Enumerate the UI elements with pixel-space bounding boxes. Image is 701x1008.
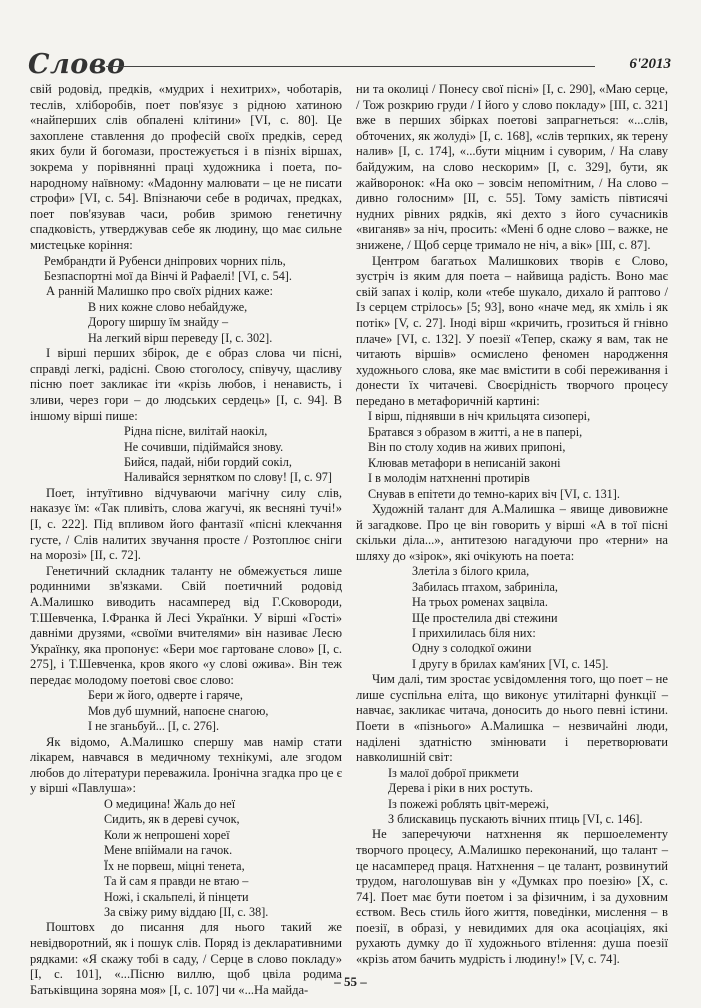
verse-line: На трьох роменах зацвіла.	[412, 595, 548, 610]
verse-line: З блискавиць пускають вічних птиць [VI, с. 146].	[388, 811, 643, 826]
header-rule	[106, 66, 595, 67]
verse-line: Братався з образом в житті, а не в папері,	[368, 424, 583, 439]
verse-line: Та й сам я правди не втаю –	[104, 874, 249, 889]
right-column	[356, 82, 668, 968]
verse-line: Забилась птахом, забриніла,	[412, 579, 558, 594]
verse-quote	[356, 409, 668, 501]
verse-line: І вірш, піднявши в ніч крильцята сизопері,	[368, 409, 591, 424]
verse-line: Їх не порвеш, міцні тенета,	[104, 858, 245, 873]
issue-number: 6'2013	[629, 56, 671, 72]
verse-line: Мене впіймали на гачок.	[104, 843, 233, 858]
verse-line: Бери ж його, одверте і гаряче,	[88, 688, 243, 703]
verse-line: Із малої доброї прикмети	[388, 765, 519, 780]
verse-line: І не зганьбуй... [I, с. 276].	[88, 719, 220, 734]
verse-line: Безпаспортні мої да Вінчі й Рафаелі! [VI, с. 54].	[44, 268, 292, 283]
verse-line: Дерева і ріки в них ростуть.	[388, 781, 533, 796]
verse-line: Сидить, як в дереві сучок,	[104, 812, 240, 827]
paragraph: Як відомо, А.Малишко спершу мав намір стати лікарем, навчався в медичному технікумі, але згодом любов до літератури переважила. Іронічна згадка про це є у вірші «Павлуша»:	[30, 734, 342, 796]
paragraph: Поштовх до писання для нього такий же невідворотний, як і пошук слів. Поряд із декларативними рядками: «Я скажу тобі в саду, / Серце в слово покладу» [I, с. 101], «...Пісню виллю, щоб цвіла родима Батьківщина зоряна моя» [I, с. 107] чи «...На майда-	[30, 920, 342, 997]
page-number: – 55 –	[334, 974, 367, 989]
verse-line: Бийся, падай, ніби гордий сокіл,	[124, 454, 292, 469]
verse-quote	[30, 688, 342, 734]
verse-quote	[30, 300, 342, 346]
paragraph: І вірші перших збірок, де є образ слова чи пісні, справді легкі, радісні. Свою стоголосу, співучу, щасливу пісню поет закликає іти «крізь любов, і ненависть, і зливи, через гори – до людських сердець» [I, с. 94]. В іншому вірші пише:	[30, 346, 342, 423]
verse-line: В них кожне слово небайдуже,	[88, 299, 248, 314]
verse-line: Наливайся зернятком по слову! [I, с. 97]	[124, 470, 332, 485]
verse-line: Рідна пісне, вилітай наокіл,	[124, 424, 268, 439]
verse-quote	[30, 797, 342, 920]
verse-line: О медицина! Жаль до неї	[104, 797, 236, 812]
verse-line: Дорогу ширшу їм знайду –	[88, 315, 229, 330]
paragraph: А ранній Малишко про своїх рідних каже:	[46, 284, 273, 299]
verse-line: За свіжу риму віддаю [II, с. 38].	[104, 904, 269, 919]
paragraph: Центром багатьох Малишкових творів є Слово, зустріч із яким для поета – найвища радість. Воно має свій запах і колір, коли «тебе шукало, дихало й раптово / Із серцем стрілось» [5; 93], воно «наче мед, як хміль і як потік» [V, с. 27]. Іноді вірш «кричить, грозиться й гнівно плаче» [VI, с. 132]. У поезії «Тепер, скажу я вам, так не читають віршів» осмислено феномен народження художнього слова, яке має вмістити в собі переживання і донести їх читачеві. Своєрідність творчого процесу передано в метафоричній картині:	[356, 253, 668, 408]
paragraph: Генетичний складник таланту не обмежується лише родинними зв'язками. Свій поетичний родовід А.Малишко виводить насамперед від Г.Сковороди, Т.Шевченка, І.Франка й Лесі Українки. У вірші «Гості» давніми друзями, «своїми вчителями» він називає Лесю Українку, яка пропонує: «Бери моє гартоване слово» [I, с. 275], і Т.Шевченка, кров якого «у слові ожива». Він теж передає молодому поетові своє слово:	[30, 563, 342, 687]
verse-line: Він по столу ходив на живих припоні,	[368, 440, 566, 455]
paragraph: Чим далі, тим зростає усвідомлення того, що поет – не лише суспільна еліта, що виконує утилітарні функції – навчає, закликає читача, доносить до нього певні істини. Поети в «пізнього» А.Малишка – незвичайні люди, наділені здатністю змінювати і перетворювати навколишній світ:	[356, 672, 668, 765]
journal-logo: Слово	[28, 49, 126, 80]
verse-line: Ножі, і скальпелі, й пінцети	[104, 889, 249, 904]
verse-quote	[30, 424, 342, 486]
verse-quote	[356, 766, 668, 828]
verse-line: І в молодім натхненні протирів	[368, 471, 530, 486]
verse-line: Снував в епітети до темно-карих віч [VI, с. 131].	[368, 486, 620, 501]
verse-quote	[30, 254, 342, 285]
page-header	[28, 49, 671, 82]
paragraph: Не заперечуючи натхнення як першоелементу творчого процесу, А.Малишко переконаний, що талант – це насамперед праця. Натхнення – це талант, розвинутий трудом, наголошував він у «Думках про поезію» [X, с. 74]. Поет має бути поетом і за фізичним, і за духовним єством. Весь стиль його життя, поведінки, мислення – в поезії, в образі, у невидимих для ока асоціаціях, які рухають думку до її художнього втілення: душа поезії «крізь атом бачить мудрість і людину!» [V, с. 74].	[356, 827, 668, 967]
verse-line: Клював метафори в неписаній законі	[368, 455, 561, 470]
left-column	[30, 82, 342, 998]
verse-line: Коли ж непрошені хореї	[104, 827, 230, 842]
verse-line: Мов дуб шумний, напоєне снагою,	[88, 703, 269, 718]
verse-line: Ще простелила дві стежини	[412, 610, 558, 625]
verse-quote	[356, 564, 668, 672]
paragraph: Поет, інтуїтивно відчуваючи магічну силу слів, наказує їм: «Так пливіть, слова жагучі, як весняні тучі!» [I, с. 222]. Під впливом його фантазії «пісні клекчання густе, / Слів налитих звучання просте / Розтоплює сніги на морозі» [II, с. 72].	[30, 485, 342, 563]
paragraph: свій родовід, предків, «мудрих і нехитрих», чоботарів, теслів, хліборобів, поет пов'язує з рідною хатиною «найперших слів обпалені клітини» [VI, с. 80]. Це захоплене ставлення до професій своїх предків, серед яких були й богомази, простежується і в пізніх віршах, зокрема у порівнянні праці художника і поета, по-народному наївному: «Мадонну малювати – це не писати строфи» [VI, с. 54]. Впізнаючи себе в родичах, предках, поет пов'язував часи, робив зримою генетичну спадковість, утверджував себе як людину, що має сильне мистецьке коріння:	[30, 82, 342, 252]
verse-line: Не сочивши, підіймайся знову.	[124, 439, 284, 454]
verse-line: І прихилилась біля них:	[412, 625, 536, 640]
verse-line: І другу в брилах кам'яних [VI, с. 145].	[412, 656, 609, 671]
paragraph: Художній талант для А.Малишка – явище дивовижне й загадкове. Про це він говорить у вірші «А в тої пісні скільки діла...», антитезою нагадуючи про «терни» на шляху до «зірок», які очікують на поета:	[356, 501, 668, 563]
verse-line: Із пожежі роблять цвіт-мережі,	[388, 796, 549, 811]
verse-line: Одну з солодкої ожини	[412, 641, 532, 656]
verse-line: Рембрандти й Рубенси дніпрових чорних піль,	[44, 253, 286, 268]
paragraph: ни та околиці / Понесу свої пісні» [I, с. 290], «Маю серце, / Тож розкрию груди / І його у слово покладу» [III, с. 321] вже в перших збірках поетові запрагнеться: «...слів, обточених, як жолуді» [I, с. 168], «слів терпких, як терену налив» [I, с. 174], «...бути міцним і суворим, / На славу байдужим, на слово нескорим» [I, с. 329], бути, як жайворонок: «На око – зовсім непомітним, / На слово – дивно голосним» [II, с. 55]. Тому замість півтисячі нудних рівних рядків, які дехто з його сучасників «виганяв» за ніч, просить: «Мені б одне слово – важке, не знижене, / Щоб серце тримало не ніч, а вік» [III, с. 87].	[356, 82, 668, 252]
verse-line: Злетіла з білого крила,	[412, 564, 530, 579]
verse-line: На легкий вірш переведу [I, с. 302].	[88, 330, 273, 345]
